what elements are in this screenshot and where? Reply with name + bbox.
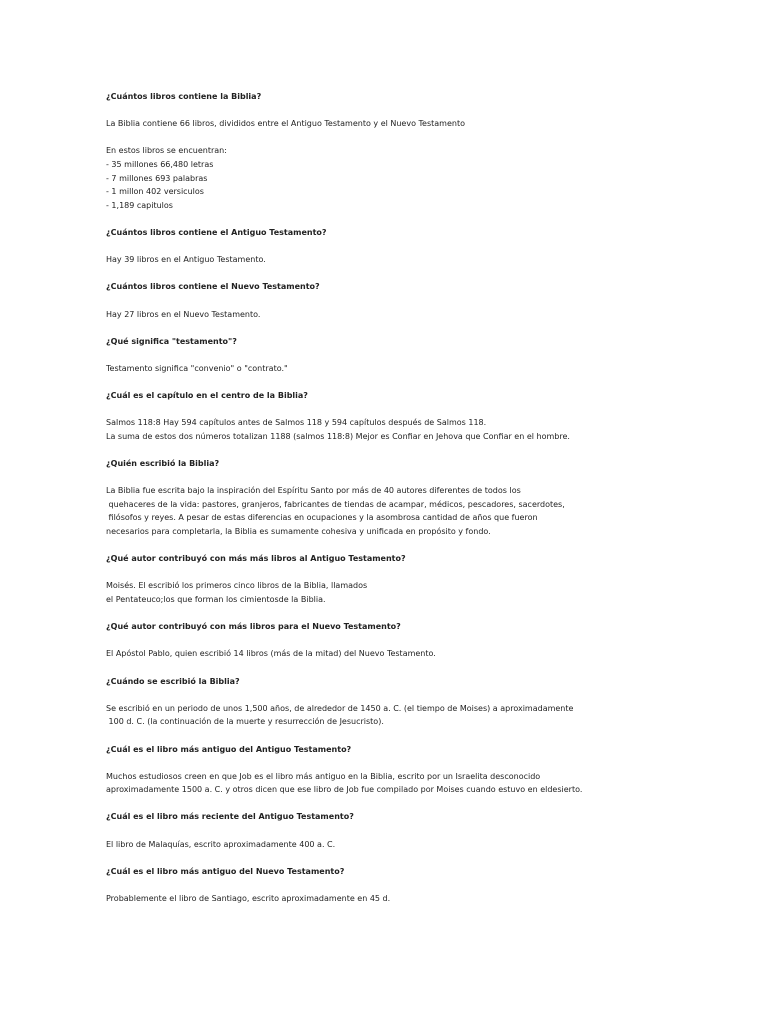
spacer <box>106 878 726 892</box>
answer-line: Hay 27 libros en el Nuevo Testamento. <box>106 309 261 319</box>
spacer <box>106 212 726 226</box>
answer-line: - 1 millon 402 versiculos <box>106 187 204 197</box>
question-heading: ¿Cuál es el libro más antiguo del Nuevo Testamento? <box>106 866 345 876</box>
question-heading: ¿Cuántos libros contiene la Biblia? <box>106 92 262 101</box>
answer-paragraph <box>106 117 726 131</box>
spacer <box>106 321 726 335</box>
question-heading: ¿Qué autor contribuyó con más más libros al Antiguo Testamento? <box>106 554 406 564</box>
spacer <box>106 104 726 118</box>
answer-line: filósofos y reyes. A pesar de estas diferencias en ocupaciones y la asombrosa cantidad de años que fueron <box>106 513 538 523</box>
spacer <box>106 566 726 580</box>
spacer <box>106 131 726 145</box>
answer-paragraph <box>106 144 726 212</box>
spacer <box>106 539 726 553</box>
document-page <box>106 90 726 919</box>
answer-paragraph <box>106 838 726 852</box>
spacer <box>106 906 726 920</box>
answer-line: - 1,189 capitulos <box>106 200 173 210</box>
faq-list <box>106 90 726 919</box>
question-heading: ¿Cuántos libros contiene el Antiguo Testamento? <box>106 227 327 237</box>
question-heading: ¿Cuál es el capítulo en el centro de la Biblia? <box>106 391 308 401</box>
answer-line: 100 d. C. (la continuación de la muerte y resurrección de Jesucristo). <box>106 717 384 727</box>
question-heading: ¿Cuál es el libro más antiguo del Antiguo Testamento? <box>106 744 352 754</box>
answer-line: - 7 millones 693 palabras <box>106 173 208 183</box>
answer-line: Salmos 118:8 Hay 594 capítulos antes de Salmos 118 y 594 capítulos después de Salmos 118. <box>106 418 487 428</box>
spacer <box>106 403 726 417</box>
answer-line: Testamento significa "convenio" o "contrato." <box>106 363 288 373</box>
answer-paragraph <box>106 770 726 797</box>
spacer <box>106 443 726 457</box>
answer-line: quehaceres de la vida: pastores, granjeros, fabricantes de tiendas de acampar, médicos, pescadores, sacerdotes, <box>106 499 565 509</box>
answer-paragraph <box>106 416 726 443</box>
answer-line: La Biblia fue escrita bajo la inspiración del Espíritu Santo por más de 40 autores diferentes de todos los <box>106 486 521 496</box>
spacer <box>106 240 726 254</box>
question-heading: ¿Qué autor contribuyó con más libros para el Nuevo Testamento? <box>106 622 401 632</box>
answer-paragraph <box>106 647 726 661</box>
answer-line: Se escribió en un periodo de unos 1,500 años, de alrededor de 1450 a. C. (el tiempo de Moises) a aproximadamente <box>106 703 574 713</box>
answer-line: necesarios para completarla, la Biblia es sumamente cohesiva y unificada en propósito y fondo. <box>106 527 491 536</box>
answer-paragraph <box>106 362 726 376</box>
question-heading: ¿Cuál es el libro más reciente del Antiguo Testamento? <box>106 812 354 822</box>
spacer <box>106 348 726 362</box>
question-heading: ¿Cuántos libros contiene el Nuevo Testamento? <box>106 282 320 292</box>
spacer <box>106 471 726 485</box>
answer-line: En estos libros se encuentran: <box>106 146 227 156</box>
question-heading: ¿Cuándo se escribió la Biblia? <box>106 676 240 686</box>
answer-line: Probablemente el libro de Santiago, escrito aproximadamente en 45 d. <box>106 894 391 904</box>
answer-line: La suma de estos dos números totalizan 1188 (salmos 118:8) Mejor es Confiar en Jehova que Confiar en el hombre. <box>106 431 570 441</box>
answer-line: El libro de Malaquías, escrito aproximadamente 400 a. C. <box>106 839 336 849</box>
spacer <box>106 294 726 308</box>
answer-paragraph <box>106 253 726 267</box>
answer-line: La Biblia contiene 66 libros, divididos entre el Antiguo Testamento y el Nuevo Testamento <box>106 119 465 129</box>
answer-line: el Pentateuco;los que forman los cimientosde la Biblia. <box>106 594 326 604</box>
answer-line: - 35 millones 66,480 letras <box>106 159 214 169</box>
spacer <box>106 729 726 743</box>
spacer <box>106 688 726 702</box>
answer-paragraph <box>106 308 726 322</box>
answer-line: Hay 39 libros en el Antiguo Testamento. <box>106 255 266 265</box>
spacer <box>106 267 726 281</box>
spacer <box>106 756 726 770</box>
spacer <box>106 661 726 675</box>
answer-line: El Apóstol Pablo, quien escribió 14 libros (más de la mitad) del Nuevo Testamento. <box>106 649 436 659</box>
spacer <box>106 634 726 648</box>
answer-paragraph <box>106 892 726 906</box>
question-heading: ¿Quién escribió la Biblia? <box>106 459 220 469</box>
spacer <box>106 375 726 389</box>
answer-line: Moisés. El escribió los primeros cinco libros de la Biblia, llamados <box>106 581 368 591</box>
spacer <box>106 797 726 811</box>
answer-paragraph <box>106 579 726 606</box>
spacer <box>106 824 726 838</box>
spacer <box>106 851 726 865</box>
answer-paragraph <box>106 484 726 538</box>
question-heading: ¿Qué significa "testamento"? <box>106 336 237 346</box>
answer-line: Muchos estudiosos creen en que Job es el libro más antiguo en la Biblia, escrito por un Israelita desconocido <box>106 771 541 781</box>
answer-paragraph <box>106 702 726 729</box>
spacer <box>106 607 726 621</box>
answer-line: aproximadamente 1500 a. C. y otros dicen que ese libro de Job fue compilado por Moises cuando estuvo en eldesierto. <box>106 785 583 795</box>
